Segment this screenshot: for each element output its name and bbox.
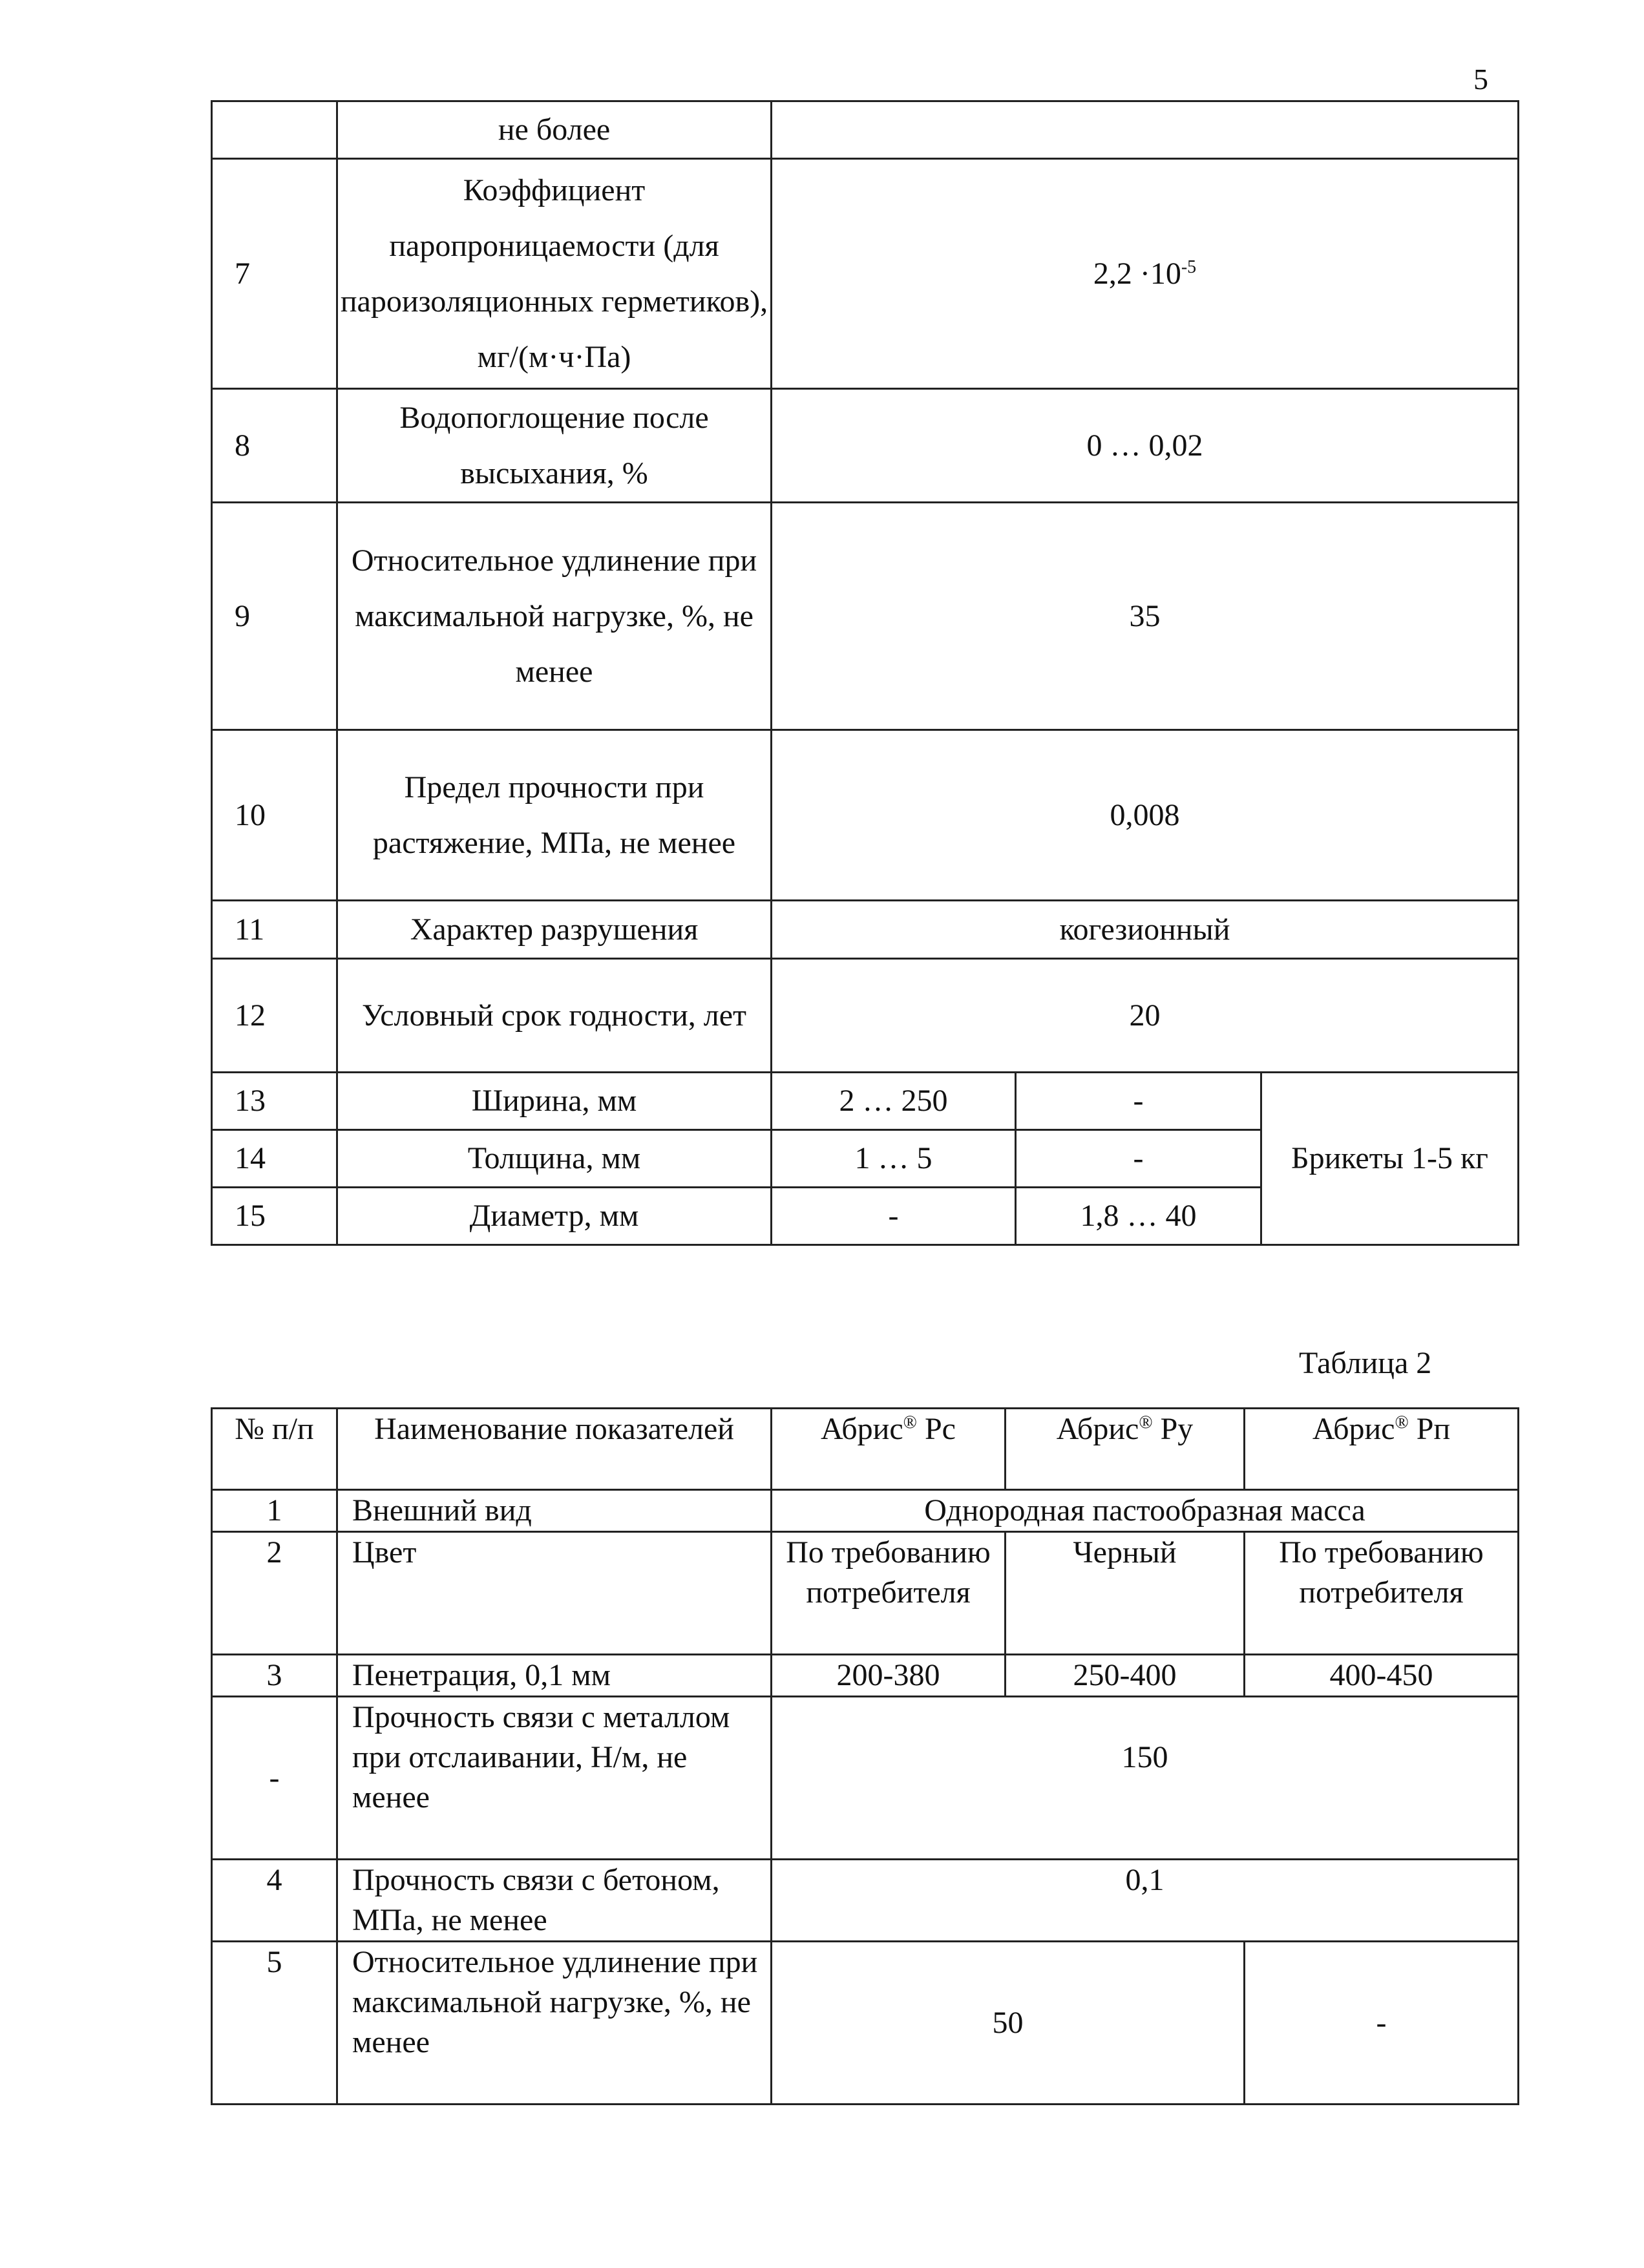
value-exponent: -5 — [1181, 257, 1197, 277]
grade-name: Рс — [924, 1412, 956, 1446]
property-value-cell: когезионный — [772, 901, 1519, 959]
table-row — [212, 730, 1519, 901]
grade-name: Рп — [1416, 1412, 1451, 1446]
table-header-row — [212, 1409, 1519, 1490]
row-number-cell: 4 — [212, 1860, 337, 1942]
property-name-cell: Коэффициент паропроницаемости (для пароизоляционных герметиков), мг/(м·ч·Па) — [337, 159, 772, 389]
row-number-cell: - — [212, 1697, 337, 1860]
row-number-cell: 7 — [212, 159, 337, 389]
table-row — [212, 1073, 1519, 1130]
rp-value-cell: 400-450 — [1245, 1655, 1519, 1697]
brand-name: Абрис — [1312, 1412, 1395, 1446]
cord-value-cell: 1,8 … 40 — [1016, 1188, 1261, 1245]
properties-table-2 — [211, 1407, 1519, 2105]
column-header-name: Наименование показателей — [337, 1409, 772, 1490]
property-name-cell: Цвет — [337, 1532, 772, 1655]
properties-table-continued — [211, 100, 1519, 1246]
row-number-cell: 15 — [212, 1188, 337, 1245]
table-row — [212, 1655, 1519, 1697]
row-number-cell: 13 — [212, 1073, 337, 1130]
row-number-cell: 12 — [212, 959, 337, 1073]
row-number-cell — [212, 101, 337, 159]
column-header-ru — [1006, 1409, 1245, 1490]
property-name-cell: Относительное удлинение при максимальной нагрузке, %, не менее — [337, 1942, 772, 2105]
brand-name: Абрис — [821, 1412, 903, 1446]
property-name-cell: Прочность связи с бетоном, МПа, не менее — [337, 1860, 772, 1942]
row-number-cell: 11 — [212, 901, 337, 959]
table-row — [212, 1532, 1519, 1655]
property-name-cell: Условный срок годности, лет — [337, 959, 772, 1073]
property-name-cell: Внешний вид — [337, 1490, 772, 1532]
column-header-rs — [772, 1409, 1006, 1490]
column-header-number: № п/п — [212, 1409, 337, 1490]
table-row — [212, 101, 1519, 159]
property-name-cell: Пенетрация, 0,1 мм — [337, 1655, 772, 1697]
property-name-cell: Водопоглощение после высыхания, % — [337, 389, 772, 503]
property-value-cell: 0,008 — [772, 730, 1519, 901]
briquettes-cell: Брикеты 1-5 кг — [1261, 1073, 1519, 1245]
table-row — [212, 1697, 1519, 1860]
row-number-cell: 3 — [212, 1655, 337, 1697]
grade-name: Ру — [1160, 1412, 1194, 1446]
table-row — [212, 159, 1519, 389]
property-value-cell: 0 … 0,02 — [772, 389, 1519, 503]
table-row — [212, 1490, 1519, 1532]
row-number-cell: 8 — [212, 389, 337, 503]
table-row — [212, 1860, 1519, 1942]
property-name-cell: не более — [337, 101, 772, 159]
ru-value-cell: 250-400 — [1006, 1655, 1245, 1697]
row-number-cell: 14 — [212, 1130, 337, 1188]
row-number-cell: 10 — [212, 730, 337, 901]
property-value-cell: 0,1 — [772, 1860, 1519, 1942]
tape-value-cell: 2 … 250 — [772, 1073, 1016, 1130]
cord-value-cell: - — [1016, 1073, 1261, 1130]
tape-value-cell: 1 … 5 — [772, 1130, 1016, 1188]
rs-value-cell: По требованию потребителя — [772, 1532, 1006, 1655]
brand-name: Абрис — [1056, 1412, 1139, 1446]
row-number-cell: 2 — [212, 1532, 337, 1655]
table-row — [212, 959, 1519, 1073]
column-header-rp — [1245, 1409, 1519, 1490]
property-name-cell: Ширина, мм — [337, 1073, 772, 1130]
cord-value-cell: - — [1016, 1130, 1261, 1188]
property-value-cell: 35 — [772, 503, 1519, 730]
page-number: 5 — [1473, 63, 1488, 96]
registered-mark: ® — [1395, 1412, 1409, 1433]
rp-value-cell: - — [1245, 1942, 1519, 2105]
table-row — [212, 389, 1519, 503]
row-number-cell: 1 — [212, 1490, 337, 1532]
property-name-cell: Толщина, мм — [337, 1130, 772, 1188]
property-name-cell: Относительное удлинение при максимальной нагрузке, %, не менее — [337, 503, 772, 730]
property-name-cell: Диаметр, мм — [337, 1188, 772, 1245]
registered-mark: ® — [903, 1412, 917, 1433]
registered-mark: ® — [1139, 1412, 1153, 1433]
tape-value-cell: - — [772, 1188, 1016, 1245]
row-number-cell: 9 — [212, 503, 337, 730]
property-name-cell: Характер разрушения — [337, 901, 772, 959]
ru-value-cell: Черный — [1006, 1532, 1245, 1655]
property-value-cell — [772, 159, 1519, 389]
table-row — [212, 1942, 1519, 2105]
value-base: 2,2 ·10 — [1093, 256, 1181, 291]
rp-value-cell: По требованию потребителя — [1245, 1532, 1519, 1655]
table-row — [212, 503, 1519, 730]
property-value-cell: 150 — [772, 1697, 1519, 1860]
property-name-cell: Предел прочности при растяжение, МПа, не менее — [337, 730, 772, 901]
rs-ru-value-cell: 50 — [772, 1942, 1245, 2105]
property-value-cell: 20 — [772, 959, 1519, 1073]
property-name-cell: Прочность связи с металлом при отслаивании, Н/м, не менее — [337, 1697, 772, 1860]
row-number-cell: 5 — [212, 1942, 337, 2105]
property-value-cell: Однородная пастообразная масса — [772, 1490, 1519, 1532]
table-caption: Таблица 2 — [1299, 1346, 1432, 1380]
property-value-cell — [772, 101, 1519, 159]
table-row — [212, 901, 1519, 959]
rs-value-cell: 200-380 — [772, 1655, 1006, 1697]
